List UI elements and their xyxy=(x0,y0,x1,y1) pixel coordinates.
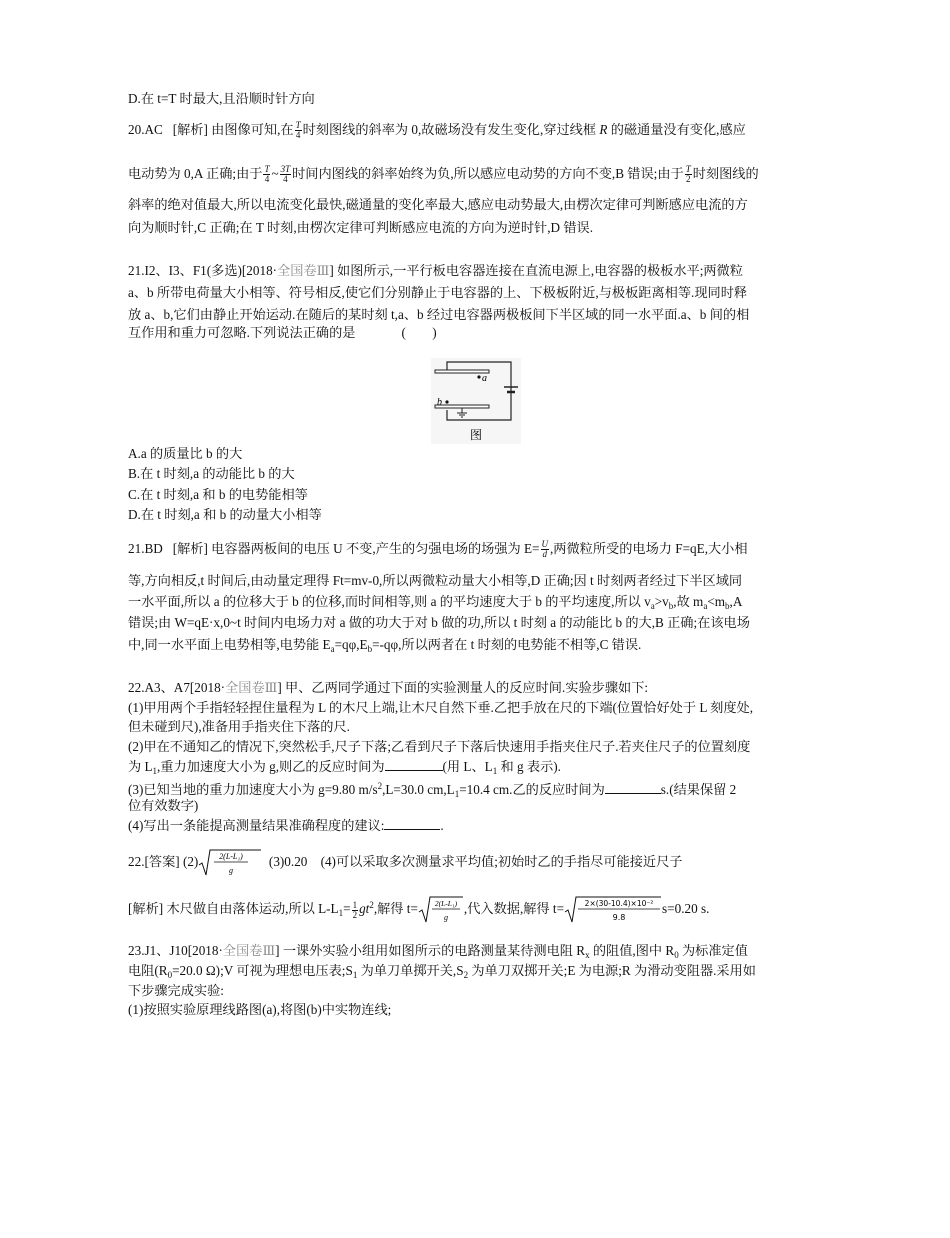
q23-sub: 0 xyxy=(167,970,173,980)
q22-text: s=0.20 s. xyxy=(662,901,710,917)
q22-sub: 1 xyxy=(492,766,498,776)
q22-analysis xyxy=(128,895,709,925)
sqrt-numerator: 2×(30-10.4)×10⁻² xyxy=(584,899,654,908)
q20-text: 由图像可知,在 xyxy=(211,122,294,137)
q21-sub: a xyxy=(650,601,655,611)
q21-text: =-qφ,所以两者在 t 时刻的电势能不相等,C 错误. xyxy=(372,637,642,652)
q20-symbol-r: R xyxy=(599,122,608,137)
label-b: b xyxy=(437,397,442,408)
q20-answer: 20.AC xyxy=(128,122,163,137)
q20-text: 电动势为 0,A 正确;由于 xyxy=(128,166,263,181)
q21-text: =qφ,E xyxy=(334,637,368,652)
q23-sub: 0 xyxy=(674,950,679,960)
label-a: a xyxy=(482,373,487,384)
q20-text: 的磁通量没有变化,感应 xyxy=(610,122,746,137)
q23-heading xyxy=(128,942,748,964)
lower-plate xyxy=(435,405,489,408)
q23-line2 xyxy=(128,962,756,984)
q21-analysis-line4: 错误;由 W=qE·x,0~t 时间内电场力对 a 做的功大于对 b 做的功,所以 t 时刻 a 的动能比 b 的大,B 正确;在该电场 xyxy=(128,615,750,630)
particle-b xyxy=(445,400,448,403)
q23-sub: x xyxy=(585,950,590,960)
q21-code: 21.I2、I3、F1(多选)[2018· xyxy=(128,263,278,278)
q21-option-c: C.在 t 时刻,a 和 b 的电势能相等 xyxy=(128,487,308,502)
q21-heading xyxy=(128,262,743,280)
particle-a xyxy=(477,375,480,378)
q21-analysis-line1 xyxy=(128,540,748,559)
q21-sub: a xyxy=(703,601,708,611)
q22-heading xyxy=(128,679,648,697)
q21-analysis-line2: 等,方向相反,t 时间后,由动量定理得 Ft=mv-0,所以两微粒动量大小相等,D 正确;因 t 时刻两者经过下半区域同 xyxy=(128,573,743,588)
q21-answer: 21.BD xyxy=(128,541,163,556)
q21-sub: b xyxy=(725,601,730,611)
q21-option-d: D.在 t 时刻,a 和 b 的动量大小相等 xyxy=(128,507,322,522)
q20-analysis-line2 xyxy=(128,165,759,184)
q22-sup: 2 xyxy=(369,900,374,911)
q22-text: ] 甲、乙两同学通过下面的实验测量人的反应时间.实验步骤如下: xyxy=(277,680,649,695)
q22-step3-line1 xyxy=(128,777,736,803)
q21-text: ] 如图所示,一平行板电容器连接在直流电源上,电容器的极板水平;两微粒 xyxy=(329,263,743,278)
answer-blank[interactable] xyxy=(384,817,440,830)
q21-text: 中,同一水平面上电势相等,电势能 E xyxy=(128,637,331,652)
fraction-t-over-4: $\frac{T}{4}$ xyxy=(264,164,270,185)
answer-blank[interactable] xyxy=(385,758,443,771)
sqrt-numerator: 2(L-L₁) xyxy=(219,852,244,861)
q23-text: 为单刀单掷开关,S xyxy=(360,963,464,978)
q20-analysis-line3: 斜率的绝对值最大,所以电流变化最快,磁通量的变化率最大,感应电动势最大,由楞次定律可判断感应电流的方 xyxy=(128,197,748,212)
fraction-t-over-4: $\frac{T}{4}$ xyxy=(295,120,301,141)
sqrt-icon xyxy=(198,848,262,878)
q21-text: ,两微粒所受的电场力 F=qE,大小相 xyxy=(550,541,748,556)
q22-step4 xyxy=(128,817,444,835)
q23-code: 23.J1、J10[2018· xyxy=(128,943,223,958)
q21-sub: a xyxy=(330,644,335,654)
q21-option-a: A.a 的质量比 b 的大 xyxy=(128,446,243,461)
answer-blank[interactable] xyxy=(605,781,661,794)
q20-option-d: D.在 t=T 时最大,且沿顺时针方向 xyxy=(128,91,315,106)
q22-text: ,重力加速度大小为 g,则乙的反应时间为 xyxy=(157,759,385,774)
q22-text: = xyxy=(343,901,351,917)
q22-step1-line2: 但未碰到尺),准备用手指夹住下落的尺. xyxy=(128,719,350,734)
q22-step2-line1: (2)甲在不通知乙的情况下,突然松手,尺子下落;乙看到尺子下落后快速用手指夹住尺子.若夹住尺子的位置刻度 xyxy=(128,739,751,754)
q20-tilde: ~ xyxy=(271,166,279,181)
q21-source: 全国卷Ⅲ xyxy=(277,263,330,278)
q20-analysis-line4: 向为顺时针,C 正确;在 T 时刻,由楞次定律可判断感应电流的方向为逆时针,D 错误. xyxy=(128,220,593,235)
q21-analysis-line3 xyxy=(128,593,742,615)
q22-text: . xyxy=(440,818,444,833)
q23-line3: 下步骤完成实验: xyxy=(128,983,224,998)
upper-plate xyxy=(435,370,489,373)
fraction-u-over-d: $\frac{U}{d}$ xyxy=(541,539,548,560)
q20-analysis-tag: [解析] xyxy=(172,122,208,137)
q22-text: (3)已知当地的重力加速度大小为 g=9.80 m/s xyxy=(128,782,378,797)
fraction-3t-over-4: $\frac{3T}{4}$ xyxy=(280,164,291,185)
q22-source: 全国卷Ⅲ xyxy=(225,680,278,695)
q22-step1-line1: (1)甲用两个手指轻轻捏住量程为 L 的木尺上端,让木尺自然下垂.乙把手放在尺的下端(位置恰好处于 L 刻度处, xyxy=(128,700,754,715)
q20-text: 时刻图线的 xyxy=(692,166,759,181)
q20-text: 时间内图线的斜率始终为负,所以感应电动势的方向不变,B 错误;由于 xyxy=(292,166,684,181)
fraction-one-half: $\frac{1}{2}$ xyxy=(352,899,358,920)
sqrt-icon xyxy=(418,895,464,925)
q22-answer-line xyxy=(128,848,682,878)
q22-text: ,代入数据,解得 t= xyxy=(463,901,565,917)
q23-text: 为单刀双掷开关;E 为电源;R 为滑动变阻器.采用如 xyxy=(471,963,756,978)
q21-sub: b xyxy=(668,601,674,611)
sqrt-denominator: g xyxy=(443,913,448,922)
q23-sub: 1 xyxy=(352,970,358,980)
q22-sup: 2 xyxy=(377,781,383,791)
q22-answer-text: (3)0.20 (4)可以采取多次测量求平均值;初始时乙的手指尽可能接近尺子 xyxy=(268,854,683,870)
q22-text: s.(结果保留 2 xyxy=(660,782,737,797)
q22-text: gt xyxy=(359,901,370,917)
q21-text: ,故 m xyxy=(673,594,704,609)
q21-text: ,A xyxy=(729,594,743,609)
q21-text: 电容器两板间的电压 U 不变,产生的匀强电场的场强为 E= xyxy=(211,541,540,556)
q22-text: ,解得 t= xyxy=(373,901,418,917)
q21-stem-line4 xyxy=(128,324,437,342)
q23-source: 全国卷Ⅲ xyxy=(222,943,276,958)
sqrt-denominator: g xyxy=(229,866,234,875)
q22-text: ,L=30.0 cm,L xyxy=(382,782,455,797)
q22-text: 和 g 表示). xyxy=(500,759,561,774)
q21-answer-paren: ( ) xyxy=(401,325,437,340)
q22-text: (4)写出一条能提高测量结果准确程度的建议: xyxy=(128,818,385,833)
q23-text: 为标准定值 xyxy=(682,943,748,958)
q23-text: ] 一课外实验小组用如图所示的电路测量某待测电阻 R xyxy=(275,943,586,958)
q23-sub: 2 xyxy=(463,970,469,980)
q23-line4: (1)按照实验原理线路图(a),将图(b)中实物连线; xyxy=(128,1002,392,1017)
sqrt-numerator: 2(L-L₁) xyxy=(434,899,458,908)
sqrt-icon xyxy=(564,895,662,925)
q21-analysis-line5 xyxy=(128,636,641,658)
fraction-t-over-2: $\frac{T}{2}$ xyxy=(685,164,691,185)
q21-stem-line2: a、b 所带电荷量大小相等、符号相反,使它们分别静止于电容器的上、下极板附近,与极板距离相等.现同时释 xyxy=(128,285,748,300)
q22-step3-line2: 位有效数字) xyxy=(128,798,199,813)
q20-analysis-line1 xyxy=(128,121,746,140)
q22-sub: 1 xyxy=(454,789,460,799)
q21-text: <m xyxy=(707,594,726,609)
q21-text: 一水平面,所以 a 的位移大于 b 的位移,而时间相等,则 a 的平均速度大于 b 的平均速度,所以 v xyxy=(128,594,651,609)
q22-text: 为 L xyxy=(128,759,153,774)
q22-text: =10.4 cm.乙的反应时间为 xyxy=(459,782,605,797)
q21-text: >v xyxy=(654,594,669,609)
q23-text: =20.0 Ω);V 可视为理想电压表;S xyxy=(172,963,353,978)
q23-text: 电阻(R xyxy=(128,963,168,978)
q22-sub: 1 xyxy=(338,908,344,919)
q21-sub: b xyxy=(367,644,373,654)
q23-text: 的阻值,图中 R xyxy=(592,943,675,958)
q22-text: [解析] 木尺做自由落体运动,所以 L-L xyxy=(128,901,339,917)
q22-code: 22.A3、A7[2018· xyxy=(128,680,226,695)
q21-option-b: B.在 t 时刻,a 的动能比 b 的大 xyxy=(128,466,295,481)
q22-sub: 1 xyxy=(152,766,158,776)
q22-text: (用 L、L xyxy=(442,759,493,774)
sqrt-denominator: 9.8 xyxy=(612,913,626,922)
q21-analysis-tag: [解析] xyxy=(172,541,208,556)
figure-caption: 图 xyxy=(469,428,483,442)
q20-text: 时刻图线的斜率为 0,故磁场没有发生变化,穿过线框 xyxy=(302,122,597,137)
q21-text: 互作用和重力可忽略.下列说法正确的是 xyxy=(128,325,356,340)
q21-stem-line3: 放 a、b,它们由静止开始运动.在随后的某时刻 t,a、b 经过电容器两极板间下半区域的同一水平面.a、b 间的相 xyxy=(128,307,750,322)
capacitor-circuit-figure xyxy=(431,358,521,444)
q22-answer-label: 22.[答案] (2) xyxy=(128,854,199,870)
